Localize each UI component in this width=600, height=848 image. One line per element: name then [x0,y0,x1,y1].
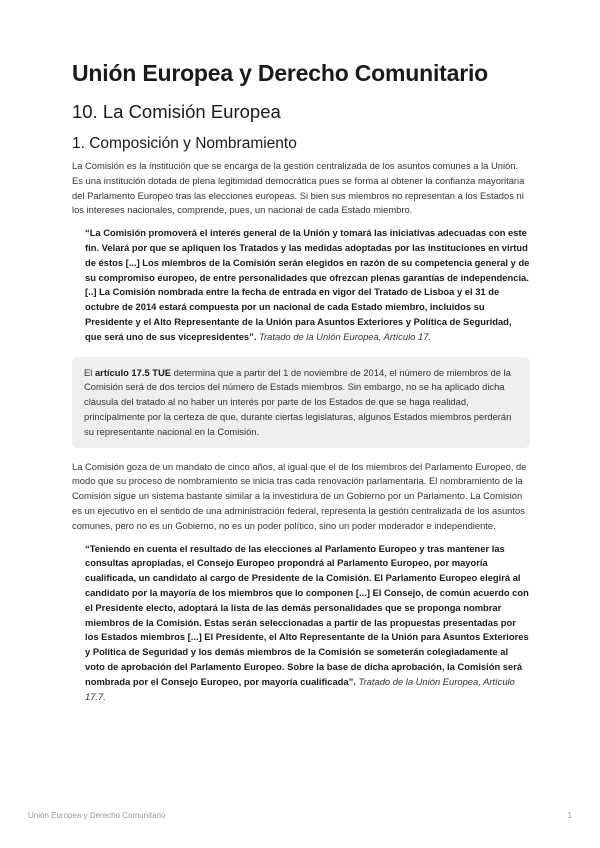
mandate-paragraph: La Comisión goza de un mandato de cinco años, al igual que el de los miembros del Parlamento Europeo, de modo que su proceso de nombramiento se inicia tras cada renovación parlamentaria. El nombramiento de la Comisión sigue un sistema bastante similar a la investidura de un Gobierno por un Parlamento. La Comisión es un ejecutivo en el sentido de una administración federal, representa la gestión centralizada de los asuntos comunes, pero no es un Gobierno, no es un poder político, sino un poder moderador e independiente. [72,460,527,531]
note-text: determina que a partir del 1 de noviembre de 2014, el número de miembros de la Comisión será de dos tercios del número de Estads miembros. Sin embargo, no se ha aplicado dicha cláusula del tratado al no haber un interés por parte de los Estados de que se haga realidad, principalmente por la certeza de que, durante ciertas legislaturas, algunos Estados miembros perderán su representante nacional en la Comisión. [84,366,512,437]
footer-document-title: Unión Europea y Derecho Comunitario [28,811,166,820]
quote-text: “Teniendo en cuenta el resultado de las elecciones al Parlamento Europeo y tras mantener las consultas apropiadas, el Consejo Europeo propondrá al Parlamento Europeo, por mayoría cualificada, un candidato al cargo de Presidente de la Comisión. El Parlamento Europeo elegirá al candidato por la mayoría de los miembros que lo componen [...] El Consejo, de común acuerdo con el Presidente electo, adoptará la lista de las demás personalidades que se proponga nombrar miembros de la Comisión. Estas serán seleccionadas a partir de las propuestas presentadas por los Estados miembros [...] El Presidente, el Alto Representante de la Unión para Asuntos Exteriores y Política de Seguridad y los demás miembros de la Comisión se someterán colegiadamente al voto de aprobación del Parlamento Europeo. Sobre la base de dicha aprobación, la Comisión será nombrada por el Consejo Europeo, por mayoría cualificada”. [85,542,529,687]
section-title: 1. Composición y Nombramiento [72,135,297,152]
quote-text: “La Comisión promoverá el interés general de la Unión y tomará las iniciativas adecuadas con este fin. Velará por que se apliquen los Tratados y las medidas adoptadas por las instituciones en virtud de éstos [...] Los miembros de la Comisión serán elegidos en razón de su competencia general y de su compromiso europeo, de entre personalidades que ofrezcan plenas garantías de independencia. [..] La Comisión nombrada entre la fecha de entrada en vigor del Tratado de Lisboa y el 31 de octubre de 2014 estará compuesta por un nacional de cada Estado miembro, incluidos su Presidente y el Alto Representante de la Unión para Asuntos Exteriores y Política de Seguridad, que será uno de sus vicepresidentes”. [85,227,530,342]
treaty-quote-article-17-7 [85,542,530,705]
chapter-title: 10. La Comisión Europea [72,101,281,122]
document-page [72,60,530,704]
quote-source: Tratado de la Unión Europea, Artículo 17.7. [85,675,515,702]
treaty-quote-article-17 [85,226,530,344]
note-article-reference: artículo 17.5 TUE [94,366,172,378]
intro-paragraph: La Comisión es la institución que se encarga de la gestión centralizada de los asuntos comunes a la Unión. Es una institución dotada de plena legitimidad democrática pues se forma al obtener la confianza mayoritaria del Parlamento Europeo tras las elecciones europeas. Si bien sus miembros no representan a los Estados ni los intereses nacionales, comprende, pues, un nacional de cada Estado miembro. [72,160,525,216]
note-lead: El [84,366,95,378]
document-title: Unión Europea y Derecho Comunitario [72,60,488,86]
quote-source: Tratado de la Unión Europea, Artículo 17. [259,330,432,342]
footer-page-number: 1 [567,811,572,820]
highlight-note-box [72,357,530,448]
